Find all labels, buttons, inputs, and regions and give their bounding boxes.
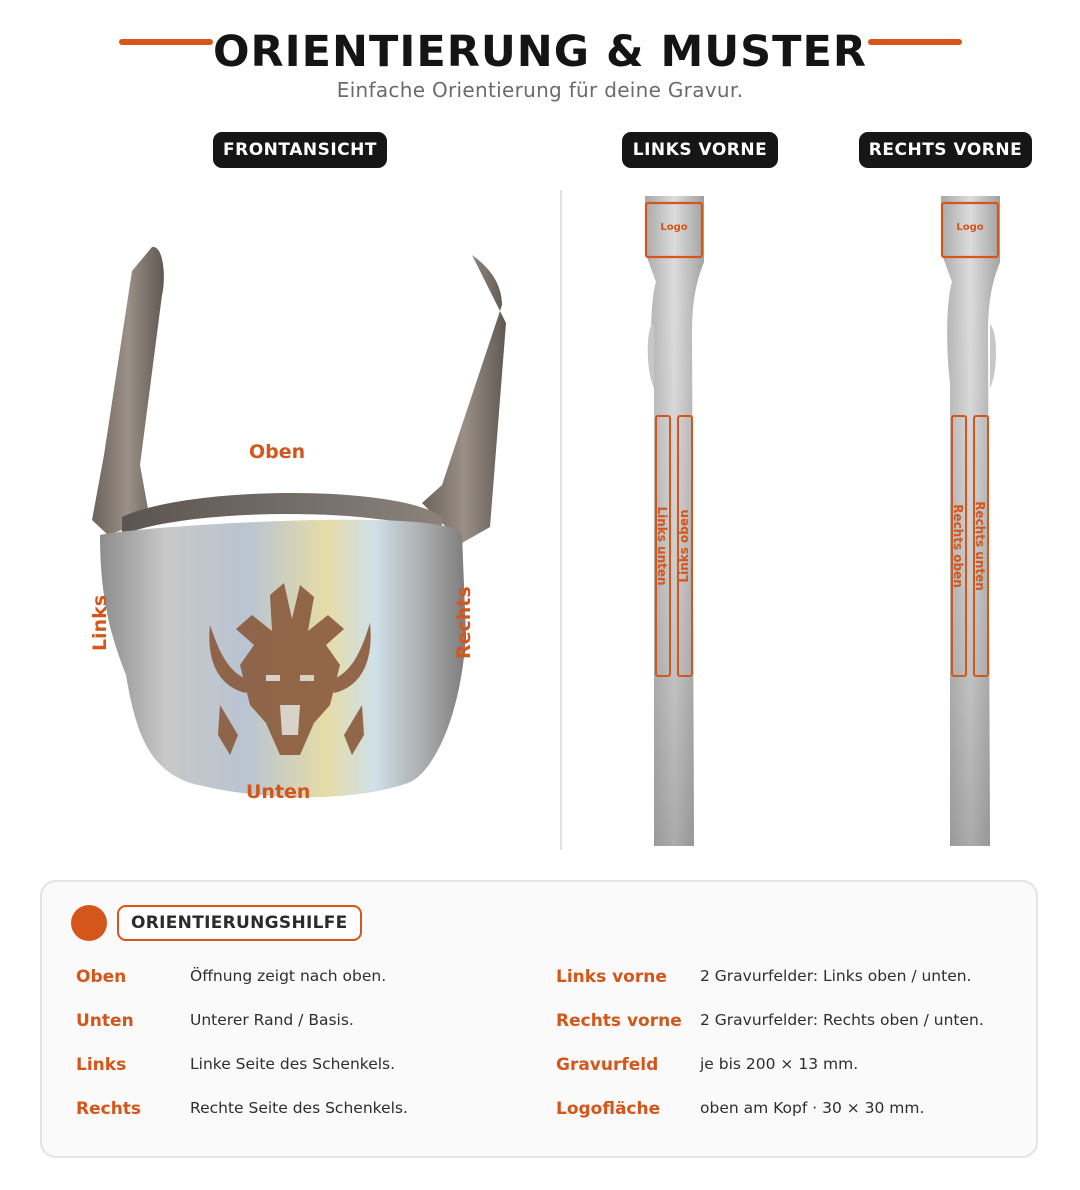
- legend-term: Logofläche: [556, 1099, 661, 1119]
- view-pill-front: FRONTANSICHT: [213, 132, 387, 168]
- right-field-label-1: Rechts oben: [951, 504, 965, 588]
- page-title: ORIENTIERUNG & MUSTER: [213, 27, 867, 77]
- legend-term: Gravurfeld: [556, 1055, 659, 1075]
- page-subtitle: Einfache Orientierung für deine Gravur.: [336, 78, 744, 102]
- right-logo-label: Logo: [956, 222, 984, 233]
- legend-term: Unten: [76, 1011, 134, 1031]
- legend-term: Links: [76, 1055, 127, 1075]
- legend-term: Rechts vorne: [556, 1011, 682, 1031]
- legend-title: ORIENTIERUNGSHILFE: [117, 905, 362, 941]
- legend-dot-icon: [71, 905, 107, 941]
- legend-desc: Linke Seite des Schenkels.: [190, 1055, 396, 1073]
- legend-desc: oben am Kopf · 30 × 30 mm.: [700, 1099, 925, 1117]
- left-field-label-2: Links oben: [677, 509, 691, 583]
- legend-desc: Rechte Seite des Schenkels.: [190, 1099, 408, 1117]
- viking-helmet-engraving-icon: [70, 235, 540, 815]
- legend-term: Links vorne: [556, 967, 667, 987]
- front-label-top: Oben: [249, 441, 306, 463]
- left-front-view-image: [640, 192, 710, 848]
- front-view-image: [70, 235, 540, 815]
- legend-desc: 2 Gravurfelder: Links oben / unten.: [700, 967, 972, 985]
- legend-desc: 2 Gravurfelder: Rechts oben / unten.: [700, 1011, 984, 1029]
- legend-desc: Unterer Rand / Basis.: [190, 1011, 354, 1029]
- front-label-left: Links: [89, 594, 111, 652]
- view-divider: [560, 190, 562, 850]
- view-pill-left-front: LINKS VORNE: [622, 132, 778, 168]
- right-front-view-image: [936, 192, 1006, 848]
- view-pill-right-front: RECHTS VORNE: [859, 132, 1032, 168]
- front-label-bottom: Unten: [246, 781, 311, 803]
- right-field-label-2: Rechts unten: [973, 501, 987, 591]
- left-logo-label: Logo: [660, 222, 688, 233]
- orientation-legend-panel: [40, 880, 1038, 1158]
- legend-desc: Öffnung zeigt nach oben.: [190, 967, 387, 985]
- legend-term: Oben: [76, 967, 127, 987]
- front-label-right: Rechts: [453, 586, 475, 659]
- legend-term: Rechts: [76, 1099, 142, 1119]
- legend-desc: je bis 200 × 13 mm.: [700, 1055, 859, 1073]
- left-field-label-1: Links unten: [655, 506, 669, 586]
